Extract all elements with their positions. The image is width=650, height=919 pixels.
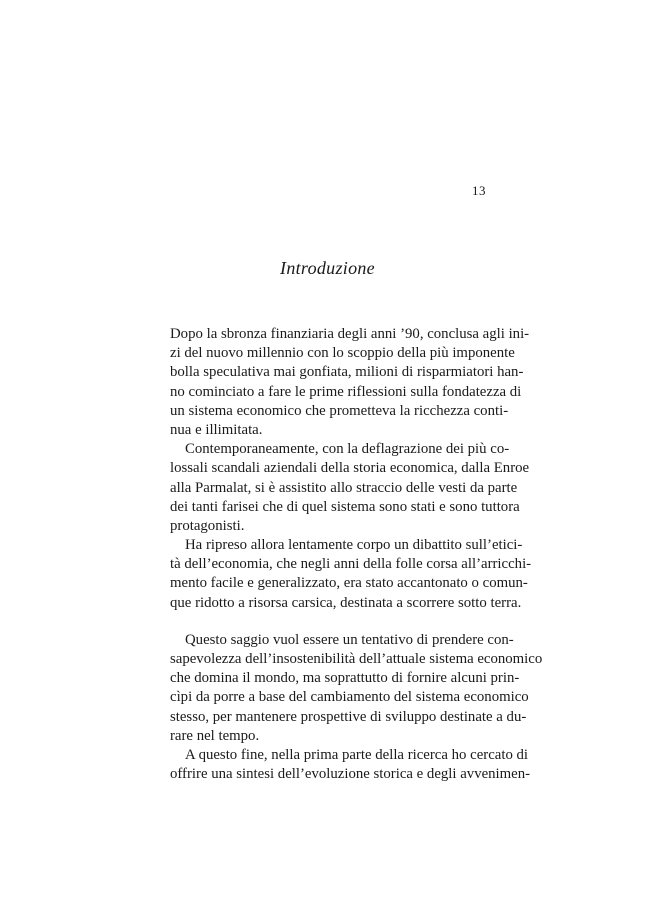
text-line: offrire una sintesi dell’evoluzione storica e degli avvenimen- <box>170 766 531 783</box>
section-break <box>170 613 485 631</box>
text-line: alla Parmalat, si è assistito allo straccio delle vesti da parte <box>170 479 518 496</box>
text-line: bolla speculativa mai gonfiata, milioni di risparmiatori han- <box>170 364 524 381</box>
paragraph-4 <box>170 631 543 746</box>
text-line: nua e illimitata. <box>170 421 263 438</box>
text-line: que ridotto a risorsa carsica, destinata a scorrere sotto terra. <box>170 594 522 611</box>
text-line: un sistema economico che prometteva la ricchezza conti- <box>170 402 509 419</box>
text-line: protagonisti. <box>170 517 245 534</box>
paragraph-2 <box>170 440 530 536</box>
body-text <box>170 325 543 784</box>
paragraph-1 <box>170 325 530 440</box>
text-line: Questo saggio vuol essere un tentativo di prendere con- <box>185 631 514 648</box>
paragraph-5 <box>170 746 531 784</box>
text-line: che domina il mondo, ma soprattutto di fornire alcuni prin- <box>170 670 520 687</box>
text-line: sapevolezza dell’insostenibilità dell’attuale sistema economico <box>170 651 543 667</box>
paragraph-3 <box>170 536 532 613</box>
text-line: tà dell’economia, che negli anni della folle corsa all’arricchi- <box>170 556 532 573</box>
text-line: A questo fine, nella prima parte della ricerca ho cercato di <box>185 746 529 763</box>
text-line: Contemporaneamente, con la deflagrazione dei più co- <box>185 441 510 458</box>
text-line: mento facile e generalizzato, era stato accantonato o comun- <box>170 575 528 592</box>
text-line: cìpi da porre a base del cambiamento del sistema economico <box>170 689 529 706</box>
text-line: lossali scandali aziendali della storia economica, dalla Enroe <box>170 460 530 477</box>
text-line: no cominciato a fare le prime riflessioni sulla fondatezza di <box>170 383 522 400</box>
text-line: stesso, per mantenere prospettive di sviluppo destinate a du- <box>170 708 527 725</box>
text-line: Ha ripreso allora lentamente corpo un dibattito sull’etici- <box>185 537 523 554</box>
text-line: zi del nuovo millennio con lo scoppio della più imponente <box>170 345 515 362</box>
text-line: Dopo la sbronza finanziaria degli anni ’90, conclusa agli ini- <box>170 326 530 342</box>
text-line: dei tanti farisei che di quel sistema sono stati e sono tuttora <box>170 498 520 515</box>
page-number: 13 <box>472 183 486 198</box>
text-line: rare nel tempo. <box>170 727 260 744</box>
chapter-title: Introduzione <box>280 258 375 278</box>
